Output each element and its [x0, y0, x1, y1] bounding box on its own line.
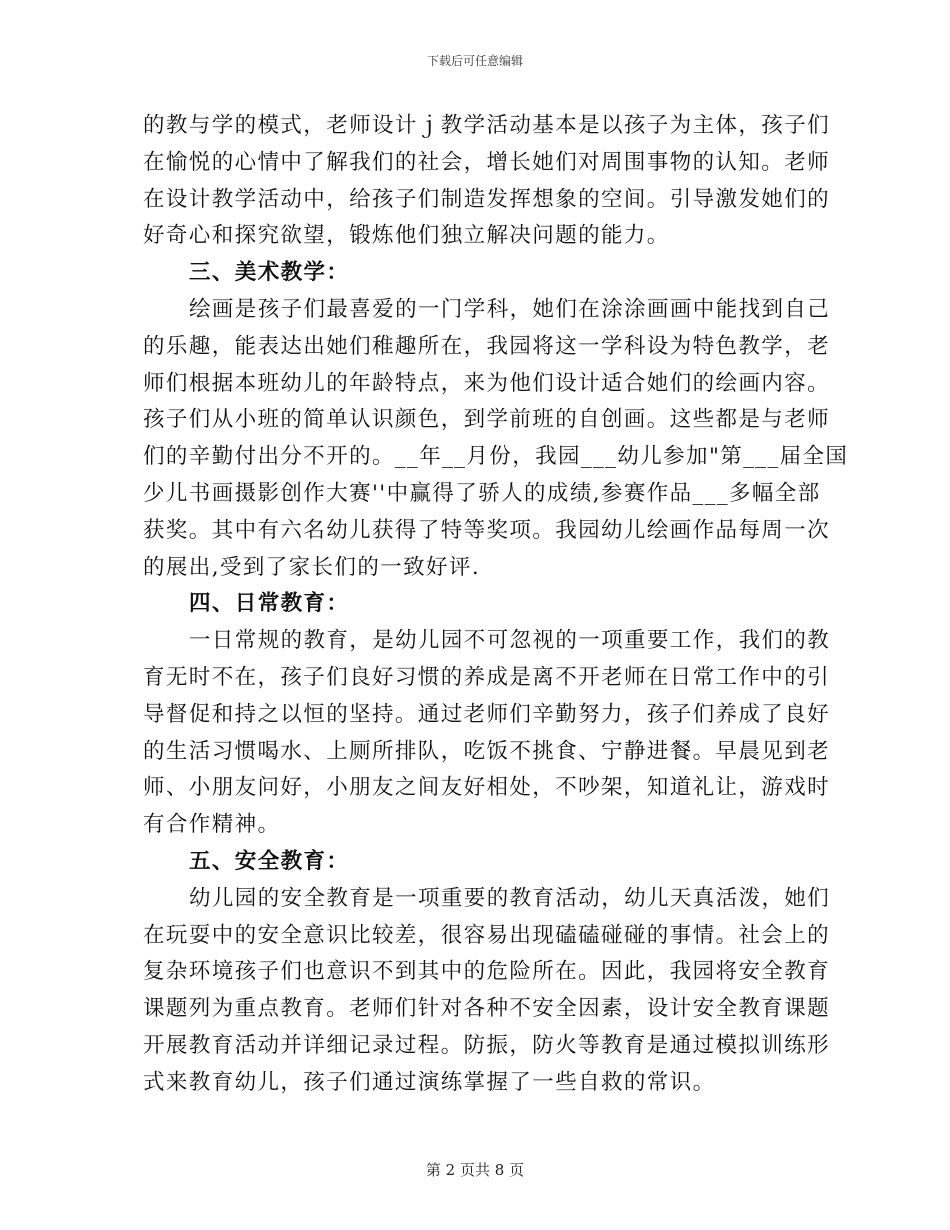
text-line: 课题列为重点教育。老师们针对各种不安全因素，设计安全教育课题 [143, 996, 831, 1022]
text-line: 的教与学的模式，老师设计ｊ教学活动基本是以孩子为主体，孩子们 [143, 113, 831, 138]
text-line: 式来教育幼儿，孩子们通过演练掌握了一些自救的常识。 [143, 1069, 716, 1095]
text-line: 导督促和持之以恒的坚持。通过老师们辛勤努力，孩子们养成了良好 [143, 701, 831, 727]
text-line: 孩子们从小班的简单认识颜色，到学前班的自创画。这些都是与老师 [143, 407, 831, 433]
text-line: 绘画是孩子们最喜爱的一门学科，她们在涂涂画画中能找到自己 [189, 296, 831, 322]
text-line: 师们根据本班幼儿的年龄特点，来为他们设计适合她们的绘画内容。 [143, 370, 831, 396]
section-heading: 四、日常教育： [189, 591, 350, 617]
text-line: 获奖。其中有六名幼儿获得了特等奖项。我园幼儿绘画作品每周一次 [143, 517, 831, 543]
text-line: 复杂环境孩子们也意识不到其中的危险所在。因此，我园将安全教育 [143, 959, 831, 985]
text-line: 幼儿园的安全教育是一项重要的教育活动，幼儿天真活泼，她们 [189, 885, 831, 911]
text-line: 在愉悦的心情中了解我们的社会，增长她们对周围事物的认知。老师 [143, 149, 831, 175]
text-line: 在玩耍中的安全意识比较差，很容易出现磕磕碰碰的事情。社会上的 [143, 922, 831, 948]
section-heading: 五、安全教育： [189, 848, 350, 874]
text-line: 一日常规的教育，是幼儿园不可忽视的一项重要工作，我们的教 [189, 628, 831, 654]
text-line: 有合作精神。 [143, 812, 281, 838]
text-line: 育无时不在，孩子们良好习惯的养成是离不开老师在日常工作中的引 [143, 664, 831, 690]
text-line: 少儿书画摄影创作大赛''中赢得了骄人的成绩,参赛作品___多幅全部 [143, 480, 821, 506]
text-line: 的乐趣，能表达出她们稚趣所在，我园将这一学科设为特色教学，老 [143, 333, 831, 359]
text-line: 师、小朋友问好，小朋友之间友好相处，不吵架，知道礼让，游戏时 [143, 775, 831, 801]
page-footer: 第 2 页共 8 页 [425, 1161, 525, 1179]
page-header: 下载后可任意编辑 [426, 54, 523, 68]
document-body [143, 108, 849, 1102]
text-line: 开展教育活动并详细记录过程。防振，防火等教育是通过模拟训练形 [143, 1032, 831, 1058]
section-heading: 三、美术教学： [189, 260, 350, 286]
text-line: 们的辛勤付出分不开的。__年__月份，我园___幼儿参加"第___届全国 [143, 444, 849, 470]
text-line: 在设计教学活动中，给孩子们制造发挥想象的空间。引导激发她们的 [143, 186, 831, 212]
text-line: 的展出,受到了家长们的一致好评. [143, 554, 481, 580]
text-line: 的生活习惯喝水、上厕所排队，吃饭不挑食、宁静进餐。早晨见到老 [143, 738, 831, 764]
text-line: 好奇心和探究欲望，锻炼他们独立解决问题的能力。 [143, 223, 670, 249]
